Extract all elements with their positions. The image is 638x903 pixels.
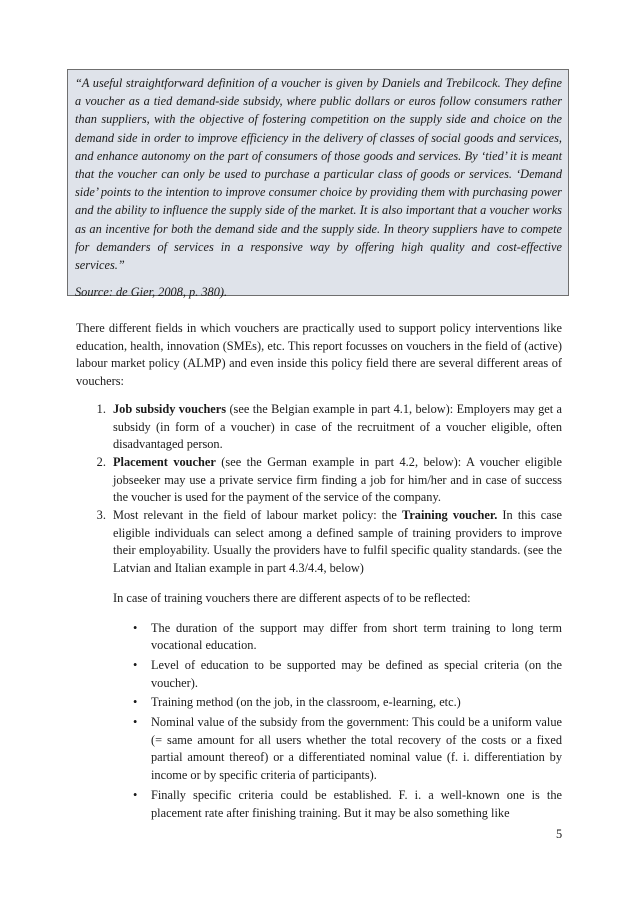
voucher-type-item (109, 507, 562, 822)
aspect-text: The duration of the support may differ from short term training to long term vocational education. (151, 620, 562, 653)
bullet-icon: • (133, 620, 138, 635)
voucher-type-item (109, 401, 562, 454)
aspect-item (133, 714, 562, 785)
voucher-type-title: Training voucher. (402, 508, 498, 523)
training-aspects-intro: In case of training vouchers there are different aspects of to be reflected: (113, 590, 471, 605)
quote-box (67, 69, 569, 300)
aspect-text: Training method (on the job, in the classroom, e-learning, etc.) (151, 695, 461, 710)
body-text (76, 320, 562, 824)
aspect-item (133, 620, 562, 655)
bullet-icon: • (133, 657, 138, 672)
page-number: 5 (556, 827, 563, 841)
voucher-type-item (109, 454, 562, 507)
aspect-item (133, 694, 562, 712)
voucher-types-list (76, 401, 562, 822)
aspect-item (133, 657, 562, 692)
aspect-text: Level of education to be supported may be defined as special criteria (on the voucher). (151, 657, 562, 690)
voucher-type-description: (see the German example in part 4.2, below): A voucher eligible jobseeker may use a private service firm finding a job for him/her and in case of success the voucher is used for the payment of the service of the company. (113, 454, 562, 505)
voucher-type-title: Job subsidy vouchers (113, 401, 227, 416)
training-aspects-list (113, 620, 562, 823)
voucher-type-lead: Most relevant in the field of labour market policy: the (113, 508, 402, 523)
voucher-type-description: In this case eligible individuals can select among a defined sample of training providers to improve their employability. Usually the providers have to fulfil specific quality standards. (see the Latvian and Italian example in part 4.3/4.4, below) (113, 508, 563, 576)
bullet-icon: • (133, 715, 138, 730)
intro-paragraph: There different fields in which vouchers are practically used to support policy interventions like education, health, innovation (SMEs), etc. This report focusses on vouchers in the field of (active) labour market policy (ALMP) and even inside this policy field there are several different areas of vouchers: (76, 321, 562, 389)
voucher-type-title: Placement voucher (113, 454, 216, 469)
bullet-icon: • (133, 787, 138, 802)
aspect-text: Nominal value of the subsidy from the government: This could be a uniform value (= same amount for all users whether the total recovery of the costs or a fixed partial amount thereof) or a differentiated nominal value (f. i. differentiation by income or by specific criteria of participants). (151, 715, 562, 783)
bullet-icon: • (133, 695, 138, 710)
aspect-text: Finally specific criteria could be established. F. i. a well-known one is the placement rate after finishing training. But it may be also something like (151, 787, 562, 820)
voucher-type-description: (see the Belgian example in part 4.1, below): Employers may get a subsidy (in form of a voucher) in case of the recruitment of a voucher eligible, often disadvantaged person. (113, 401, 562, 452)
quote-source: Source: de Gier, 2008, p. 380). (75, 285, 228, 300)
quote-text: “A useful straightforward definition of a voucher is given by Daniels and Trebilcock. They define a voucher as a tied demand-side subsidy, where public dollars or euros follow consumers rather than suppliers, with the objective of fostering competition on the supply side and choice on the demand side in order to improve efficiency in the delivery of classes of social goods and services, and enhance autonomy on the part of consumers of those goods and services. By ‘tied’ it is meant that the voucher can only be used to purchase a particular class of goods or services. ‘Demand side’ points to the intention to improve consumer choice by providing them with purchasing power and the ability to influence the supply side of the market. It is also important that a voucher works as an incentive for both the demand side and the supply side. In theory suppliers have to compete for demanders of services in a responsive way by offering high quality and cost-effective services.” (75, 76, 562, 273)
aspect-item (133, 787, 562, 822)
